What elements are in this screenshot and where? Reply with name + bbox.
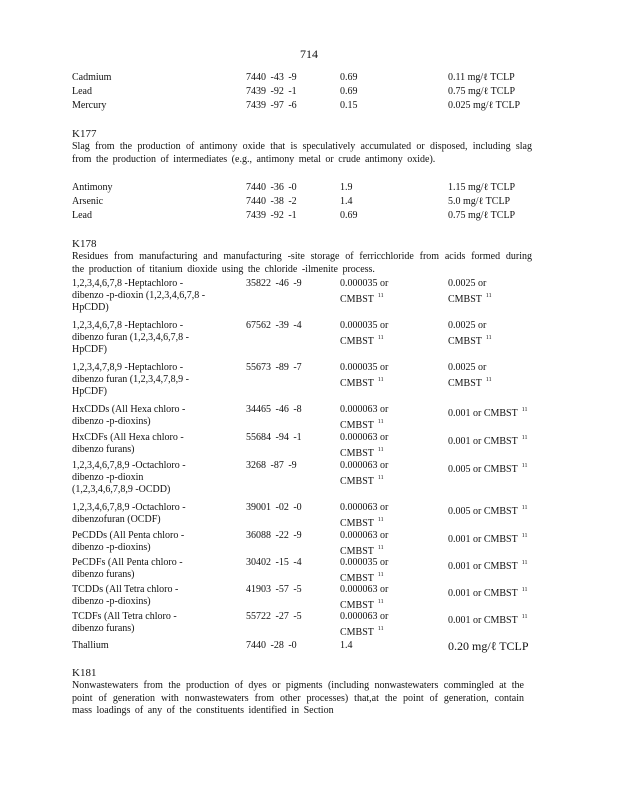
- cas-number: 7440 -36 -0: [246, 182, 297, 193]
- footnote-mark: 11: [377, 572, 384, 578]
- cas-number: 35822 -46 -9: [246, 278, 302, 289]
- cas-number: 7439 -92 -1: [246, 210, 297, 221]
- constituent-name: Antimony: [72, 182, 113, 193]
- nonwastewater-standard: 0.0025 or CMBST $^{11}$: [448, 362, 492, 389]
- waste-code-k181: K181: [72, 667, 97, 679]
- waste-code-k178: K178: [72, 238, 97, 250]
- footnote-mark: 11: [377, 377, 384, 383]
- k178-description: Residues from manufacturing and manufacturing -site storage of ferricchloride from acids formed during the production of titanium dioxide using the chloride -ilmenite process.: [72, 251, 532, 275]
- cas-number: 55722 -27 -5: [246, 611, 302, 622]
- cas-number: 55684 -94 -1: [246, 432, 302, 443]
- cas-number: 36088 -22 -9: [246, 530, 302, 541]
- wastewater-standard: 0.000035 or CMBST $^{11}$: [340, 557, 389, 584]
- footnote-mark: 11: [377, 447, 384, 453]
- constituent-name: Thallium: [72, 640, 109, 651]
- footnote-mark: 11: [521, 560, 528, 566]
- nonwastewater-standard: 5.0 mg/ℓ TCLP: [448, 196, 511, 207]
- cas-number: 39001 -02 -0: [246, 502, 302, 513]
- cas-number: 7440 -43 -9: [246, 72, 297, 83]
- nonwastewater-standard: 0.005 or CMBST $^{11}$: [448, 505, 528, 517]
- constituent-name: Lead: [72, 86, 92, 97]
- wastewater-standard: 0.000035 or CMBST $^{11}$: [340, 362, 389, 389]
- constituent-name: Cadmium: [72, 72, 112, 83]
- cas-number: 7440 -28 -0: [246, 640, 297, 651]
- table-row: [72, 640, 612, 654]
- wastewater-standard: 0.000035 or CMBST $^{11}$: [340, 320, 389, 347]
- nonwastewater-standard: 0.0025 or CMBST $^{11}$: [448, 278, 492, 305]
- footnote-mark: 11: [377, 599, 384, 605]
- constituent-name: HxCDDs (All Hexa chloro - dibenzo -p-dioxins): [72, 404, 186, 427]
- nonwastewater-standard: 0.001 or CMBST $^{11}$: [448, 533, 528, 545]
- table-row: [72, 502, 612, 530]
- wastewater-standard: 0.15: [340, 100, 358, 111]
- cas-number: 3268 -87 -9: [246, 460, 297, 471]
- wastewater-standard: 0.000035 or CMBST $^{11}$: [340, 278, 389, 305]
- footnote-mark: 11: [377, 335, 384, 341]
- constituent-name: 1,2,3,4,6,7,8 -Heptachloro - dibenzo furan (1,2,3,4,6,7,8 - HpCDF): [72, 320, 189, 355]
- constituent-name: Arsenic: [72, 196, 104, 207]
- cas-number: 67562 -39 -4: [246, 320, 302, 331]
- cas-number: 55673 -89 -7: [246, 362, 302, 373]
- table-row: [72, 86, 612, 100]
- constituent-name: 1,2,3,4,6,7,8,9 -Octachloro - dibenzo -p-dioxin (1,2,3,4,6,7,8,9 -OCDD): [72, 460, 186, 495]
- nonwastewater-standard: 0.20 mg/ℓ TCLP: [448, 639, 529, 653]
- wastewater-standard: 0.000063 or CMBST $^{11}$: [340, 584, 389, 611]
- constituent-name: 1,2,3,4,7,8,9 -Heptachloro - dibenzo furan (1,2,3,4,7,8,9 - HpCDF): [72, 362, 189, 397]
- footnote-mark: 11: [377, 545, 384, 551]
- k177-description: Slag from the production of antimony oxide that is speculatively accumulated or disposed, including slag from the production of intermediates (e.g., antimony metal or crude antimony oxide).: [72, 141, 532, 165]
- waste-code-k177: K177: [72, 128, 97, 140]
- constituent-name: PeCDDs (All Penta chloro - dibenzo -p-dioxins): [72, 530, 185, 553]
- footnote-mark: 11: [377, 626, 384, 632]
- table-row: [72, 100, 612, 114]
- footnote-mark: 11: [485, 377, 492, 383]
- nonwastewater-standard: 0.11 mg/ℓ TCLP: [448, 72, 515, 83]
- footnote-mark: 11: [521, 614, 528, 620]
- cas-number: 7439 -97 -6: [246, 100, 297, 111]
- cas-number: 30402 -15 -4: [246, 557, 302, 568]
- footnote-mark: 11: [377, 475, 384, 481]
- nonwastewater-standard: 0.0025 or CMBST $^{11}$: [448, 320, 492, 347]
- table-row: [72, 404, 612, 432]
- constituent-name: PeCDFs (All Penta chloro - dibenzo furans): [72, 557, 183, 580]
- constituent-name: Mercury: [72, 100, 107, 111]
- footnote-mark: 11: [521, 587, 528, 593]
- wastewater-standard: 0.000063 or CMBST $^{11}$: [340, 502, 389, 529]
- table-row: [72, 362, 612, 404]
- constituent-name: TCDFs (All Tetra chloro - dibenzo furans): [72, 611, 177, 634]
- table-row: [72, 557, 612, 585]
- nonwastewater-standard: 0.001 or CMBST $^{11}$: [448, 560, 528, 572]
- footnote-mark: 11: [485, 293, 492, 299]
- cas-number: 7440 -38 -2: [246, 196, 297, 207]
- table-row: [72, 611, 612, 639]
- table-row: [72, 584, 612, 612]
- table-row: [72, 432, 612, 460]
- footnote-mark: 11: [521, 463, 528, 469]
- footnote-mark: 11: [521, 407, 528, 413]
- nonwastewater-standard: 0.001 or CMBST $^{11}$: [448, 587, 528, 599]
- constituent-name: Lead: [72, 210, 92, 221]
- table-row: [72, 72, 612, 86]
- constituent-name: 1,2,3,4,6,7,8,9 -Octachloro - dibenzofuran (OCDF): [72, 502, 186, 525]
- wastewater-standard: 1.4: [340, 196, 353, 207]
- nonwastewater-standard: 0.001 or CMBST $^{11}$: [448, 614, 528, 626]
- table-row: [72, 210, 612, 224]
- table-row: [72, 320, 612, 362]
- table-row: [72, 530, 612, 558]
- cas-number: 34465 -46 -8: [246, 404, 302, 415]
- nonwastewater-standard: 0.025 mg/ℓ TCLP: [448, 100, 521, 111]
- wastewater-standard: 0.69: [340, 72, 358, 83]
- constituent-name: 1,2,3,4,6,7,8 -Heptachloro - dibenzo -p-dioxin (1,2,3,4,6,7,8 - HpCDD): [72, 278, 206, 313]
- footnote-mark: 11: [521, 435, 528, 441]
- cas-number: 41903 -57 -5: [246, 584, 302, 595]
- table-row: [72, 196, 612, 210]
- constituent-name: HxCDFs (All Hexa chloro - dibenzo furans): [72, 432, 184, 455]
- cas-number: 7439 -92 -1: [246, 86, 297, 97]
- footnote-mark: 11: [521, 533, 528, 539]
- wastewater-standard: 0.000063 or CMBST $^{11}$: [340, 611, 389, 638]
- wastewater-standard: 1.9: [340, 182, 353, 193]
- page-number: 714: [300, 47, 318, 61]
- nonwastewater-standard: 0.75 mg/ℓ TCLP: [448, 210, 516, 221]
- wastewater-standard: 0.69: [340, 86, 358, 97]
- footnote-mark: 11: [377, 419, 384, 425]
- table-row: [72, 460, 612, 502]
- wastewater-standard: 0.000063 or CMBST $^{11}$: [340, 404, 389, 431]
- footnote-mark: 11: [377, 517, 384, 523]
- wastewater-standard: 0.000063 or CMBST $^{11}$: [340, 530, 389, 557]
- wastewater-standard: 0.69: [340, 210, 358, 221]
- wastewater-standard: 1.4: [340, 640, 353, 651]
- nonwastewater-standard: 1.15 mg/ℓ TCLP: [448, 182, 516, 193]
- footnote-mark: 11: [521, 505, 528, 511]
- wastewater-standard: 0.000063 or CMBST $^{11}$: [340, 460, 389, 487]
- constituent-name: TCDDs (All Tetra chloro - dibenzo -p-dioxins): [72, 584, 179, 607]
- footnote-mark: 11: [377, 293, 384, 299]
- table-row: [72, 182, 612, 196]
- k181-description: Nonwastewaters from the production of dyes or pigments (including nonwastewaters commingled at the point of generation with nonwastewaters from other processes) that,at the point of generation, contain mass loadings of any of the constituents identified in Section: [72, 680, 524, 716]
- nonwastewater-standard: 0.001 or CMBST $^{11}$: [448, 435, 528, 447]
- nonwastewater-standard: 0.005 or CMBST $^{11}$: [448, 463, 528, 475]
- nonwastewater-standard: 0.001 or CMBST $^{11}$: [448, 407, 528, 419]
- wastewater-standard: 0.000063 or CMBST $^{11}$: [340, 432, 389, 459]
- footnote-mark: 11: [485, 335, 492, 341]
- table-row: [72, 278, 612, 320]
- nonwastewater-standard: 0.75 mg/ℓ TCLP: [448, 86, 516, 97]
